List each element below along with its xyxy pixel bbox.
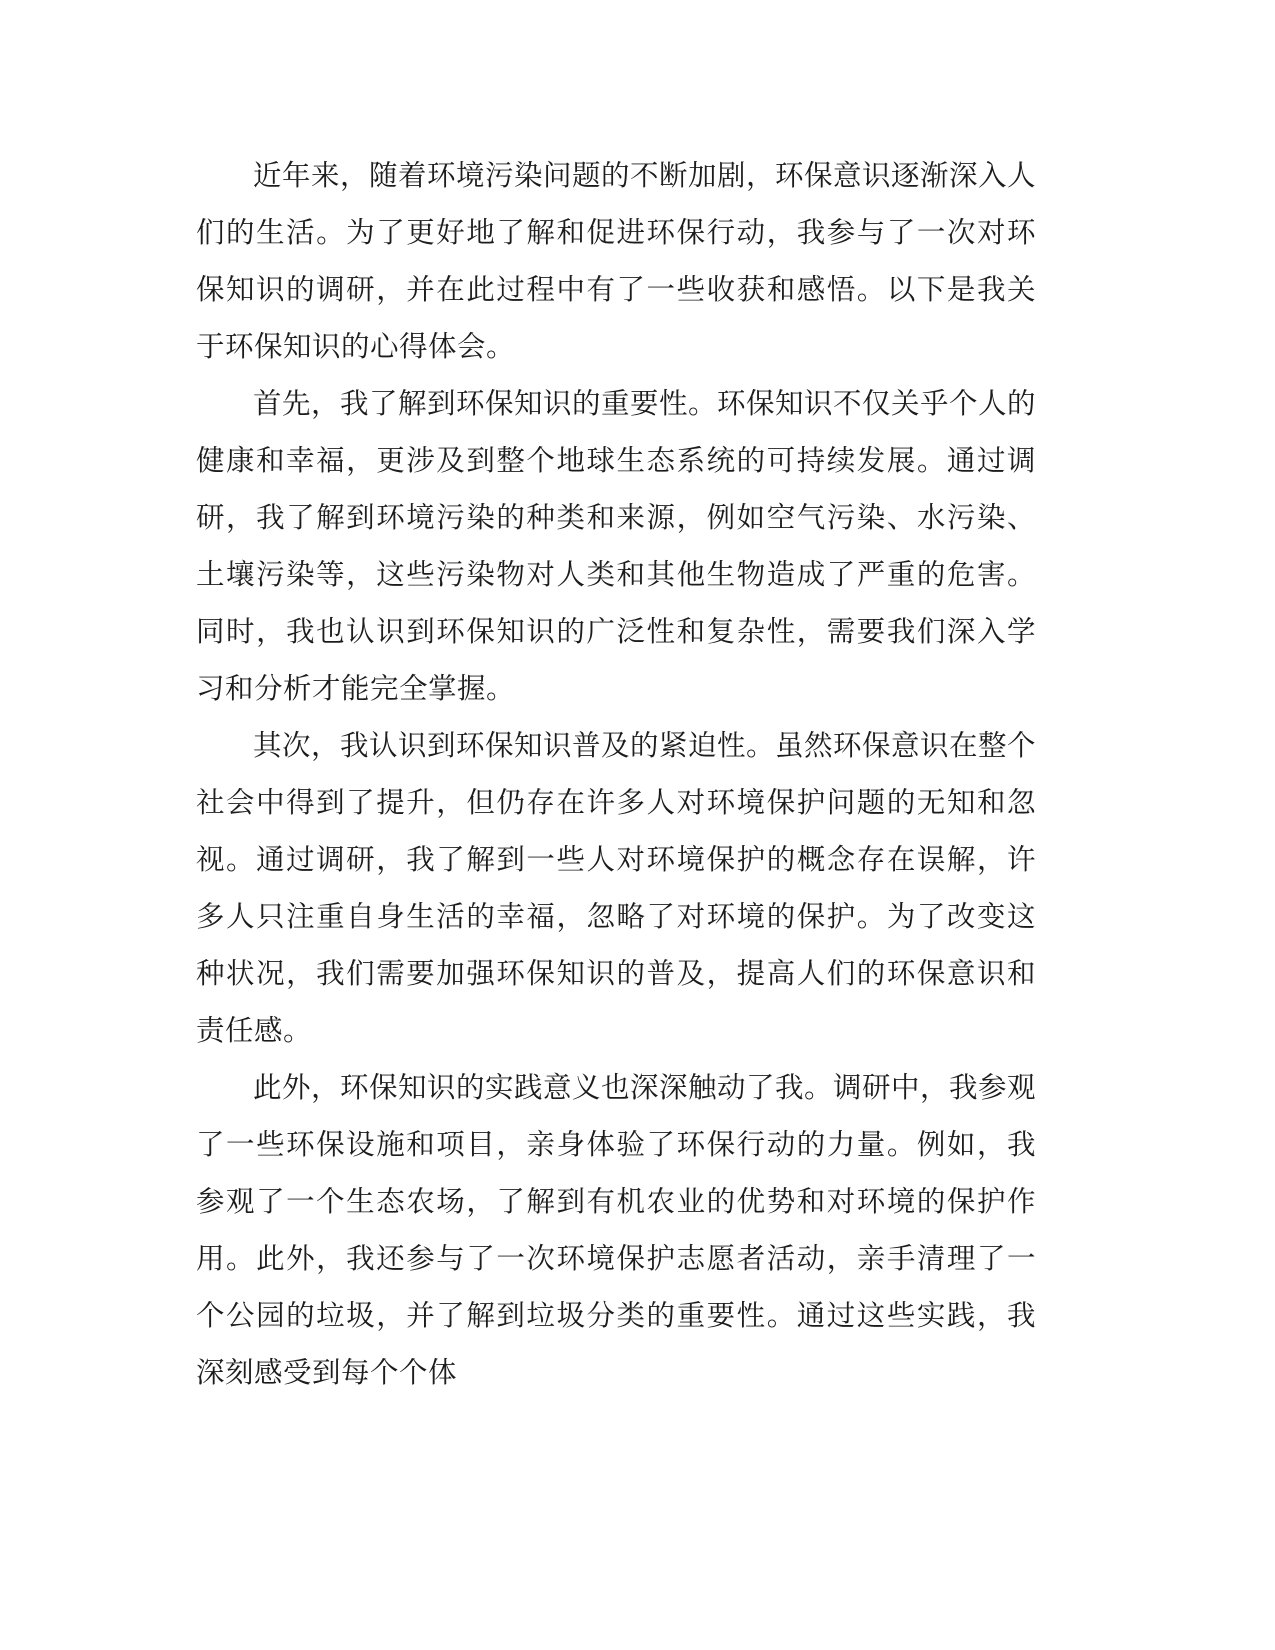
paragraph: 其次，我认识到环保知识普及的紧迫性。虽然环保意识在整个社会中得到了提升，但仍存在许多人对环境保护问题的无知和忽视。通过调研，我了解到一些人对环境保护的概念存在误解，许多人只注重自身生活的幸福，忽略了对环境的保护。为了改变这种状况，我们需要加强环保知识的普及，提高人们的环保意识和责任感。 (196, 731, 1037, 1047)
paragraph: 此外，环保知识的实践意义也深深触动了我。调研中，我参观了一些环保设施和项目，亲身体验了环保行动的力量。例如，我参观了一个生态农场，了解到有机农业的优势和对环境的保护作用。此外，我还参与了一次环境保护志愿者活动，亲手清理了一个公园的垃圾，并了解到垃圾分类的重要性。通过这些实践，我深刻感受到每个个体 (196, 1073, 1037, 1389)
paragraph: 首先，我了解到环保知识的重要性。环保知识不仅关乎个人的健康和幸福，更涉及到整个地球生态系统的可持续发展。通过调研，我了解到环境污染的种类和来源，例如空气污染、水污染、土壤污染等，这些污染物对人类和其他生物造成了严重的危害。同时，我也认识到环保知识的广泛性和复杂性，需要我们深入学习和分析才能完全掌握。 (196, 389, 1037, 705)
document-body (196, 148, 1036, 1402)
paragraph: 近年来，随着环境污染问题的不断加剧，环保意识逐渐深入人们的生活。为了更好地了解和促进环保行动，我参与了一次对环保知识的调研，并在此过程中有了一些收获和感悟。以下是我关于环保知识的心得体会。 (196, 161, 1037, 363)
